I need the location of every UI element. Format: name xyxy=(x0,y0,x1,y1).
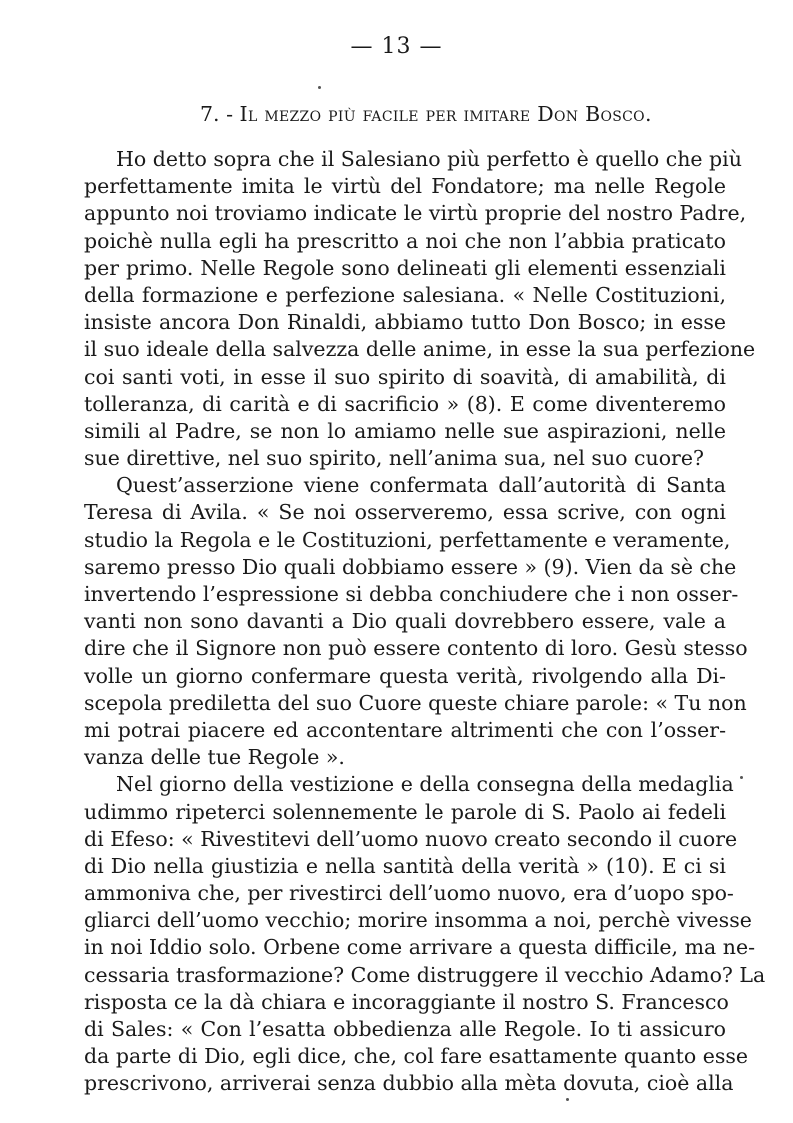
text-line: Ho detto sopra che il Salesiano più perfetto è quello che più xyxy=(116,147,742,171)
text-line: da parte di Dio, egli dice, che, col fare esattamente quanto esse xyxy=(84,1044,749,1069)
text-line: il suo ideale della salvezza delle anime, in esse la sua perfezione xyxy=(84,337,756,362)
text-line: volle un giorno confermare questa verità, rivolgendo alla Di- xyxy=(84,663,726,688)
text-line: invertendo l’espressione si debba conchiudere che i non osser- xyxy=(84,582,739,606)
paper-speck xyxy=(566,1098,569,1101)
text-line: coi santi voti, in esse il suo spirito di soavità, di amabilità, di xyxy=(84,364,726,389)
text-line: prescrivono, arriverai senza dubbio alla mèta dovuta, cioè alla xyxy=(84,1071,734,1096)
text-line: mi potrai piacere ed accontentare altrimenti che con l’osser- xyxy=(84,717,726,742)
text-line: perfettamente imita le virtù del Fondatore; ma nelle Regole xyxy=(84,174,726,199)
text-line: simili al Padre, se non lo amiamo nelle sue aspirazioni, nelle xyxy=(84,418,726,443)
text-line: studio la Regola e le Costituzioni, perfettamente e veramente, xyxy=(84,527,731,552)
text-line: vanti non sono davanti a Dio quali dovrebbero essere, vale a xyxy=(84,609,726,634)
text-line: saremo presso Dio quali dobbiamo essere » (9). Vien da sè che xyxy=(84,554,737,579)
text-line: cessaria trasformazione? Come distruggere il vecchio Adamo? La xyxy=(84,962,766,987)
text-line: gliarci dell’uomo vecchio; morire insomma a noi, perchè vivesse xyxy=(84,908,752,933)
body-text xyxy=(84,146,766,1098)
section-title: Il mezzo più facile per imitare Don Bosco. xyxy=(239,102,652,126)
text-line: di Dio nella giustizia e nella santità della verità » (10). E ci si xyxy=(84,853,726,878)
text-line: appunto noi troviamo indicate le virtù proprie del nostro Padre, xyxy=(84,201,747,226)
paper-speck xyxy=(740,776,743,779)
text-line: Teresa di Avila. « Se noi osserveremo, essa scrive, con ogni xyxy=(84,500,726,525)
text-line: dire che il Signore non può essere contento di loro. Gesù stesso xyxy=(84,636,748,661)
paper-speck xyxy=(318,86,321,89)
text-line: Nel giorno della vestizione e della consegna della medaglia xyxy=(116,772,734,797)
text-line: insiste ancora Don Rinaldi, abbiamo tutto Don Bosco; in esse xyxy=(84,310,726,335)
page-number: — 13 — xyxy=(350,34,443,59)
text-line: sue direttive, nel suo spirito, nell’anima sua, nel suo cuore? xyxy=(84,446,704,471)
text-line: per primo. Nelle Regole sono delineati gli elementi essenziali xyxy=(84,255,726,280)
text-line: tolleranza, di carità e di sacrificio » (8). E come diventeremo xyxy=(84,391,726,416)
text-line: ammoniva che, per rivestirci dell’uomo nuovo, era d’uopo spo- xyxy=(84,881,734,906)
text-line: risposta ce la dà chiara e incoraggiante il nostro S. Francesco xyxy=(84,989,729,1014)
text-line: poichè nulla egli ha prescritto a noi che non l’abbia praticato xyxy=(84,228,726,253)
text-line: udimmo ripeterci solennemente le parole di S. Paolo ai fedeli xyxy=(84,799,726,824)
text-line: vanza delle tue Regole ». xyxy=(84,745,345,770)
section-number: 7. - xyxy=(200,102,234,126)
text-line: della formazione e perfezione salesiana. « Nelle Costituzioni, xyxy=(84,282,726,307)
section-heading xyxy=(200,102,730,126)
text-line: scepola prediletta del suo Cuore queste chiare parole: « Tu non xyxy=(84,690,747,715)
text-line: in noi Iddio solo. Orbene come arrivare a questa difficile, ma ne- xyxy=(84,935,756,960)
text-line: di Sales: « Con l’esatta obbedienza alle Regole. Io ti assicuro xyxy=(84,1017,726,1041)
text-line: di Efeso: « Rivestitevi dell’uomo nuovo creato secondo il cuore xyxy=(84,826,738,851)
text-line: Quest’asserzione viene confermata dall’autorità di Santa xyxy=(116,473,726,498)
